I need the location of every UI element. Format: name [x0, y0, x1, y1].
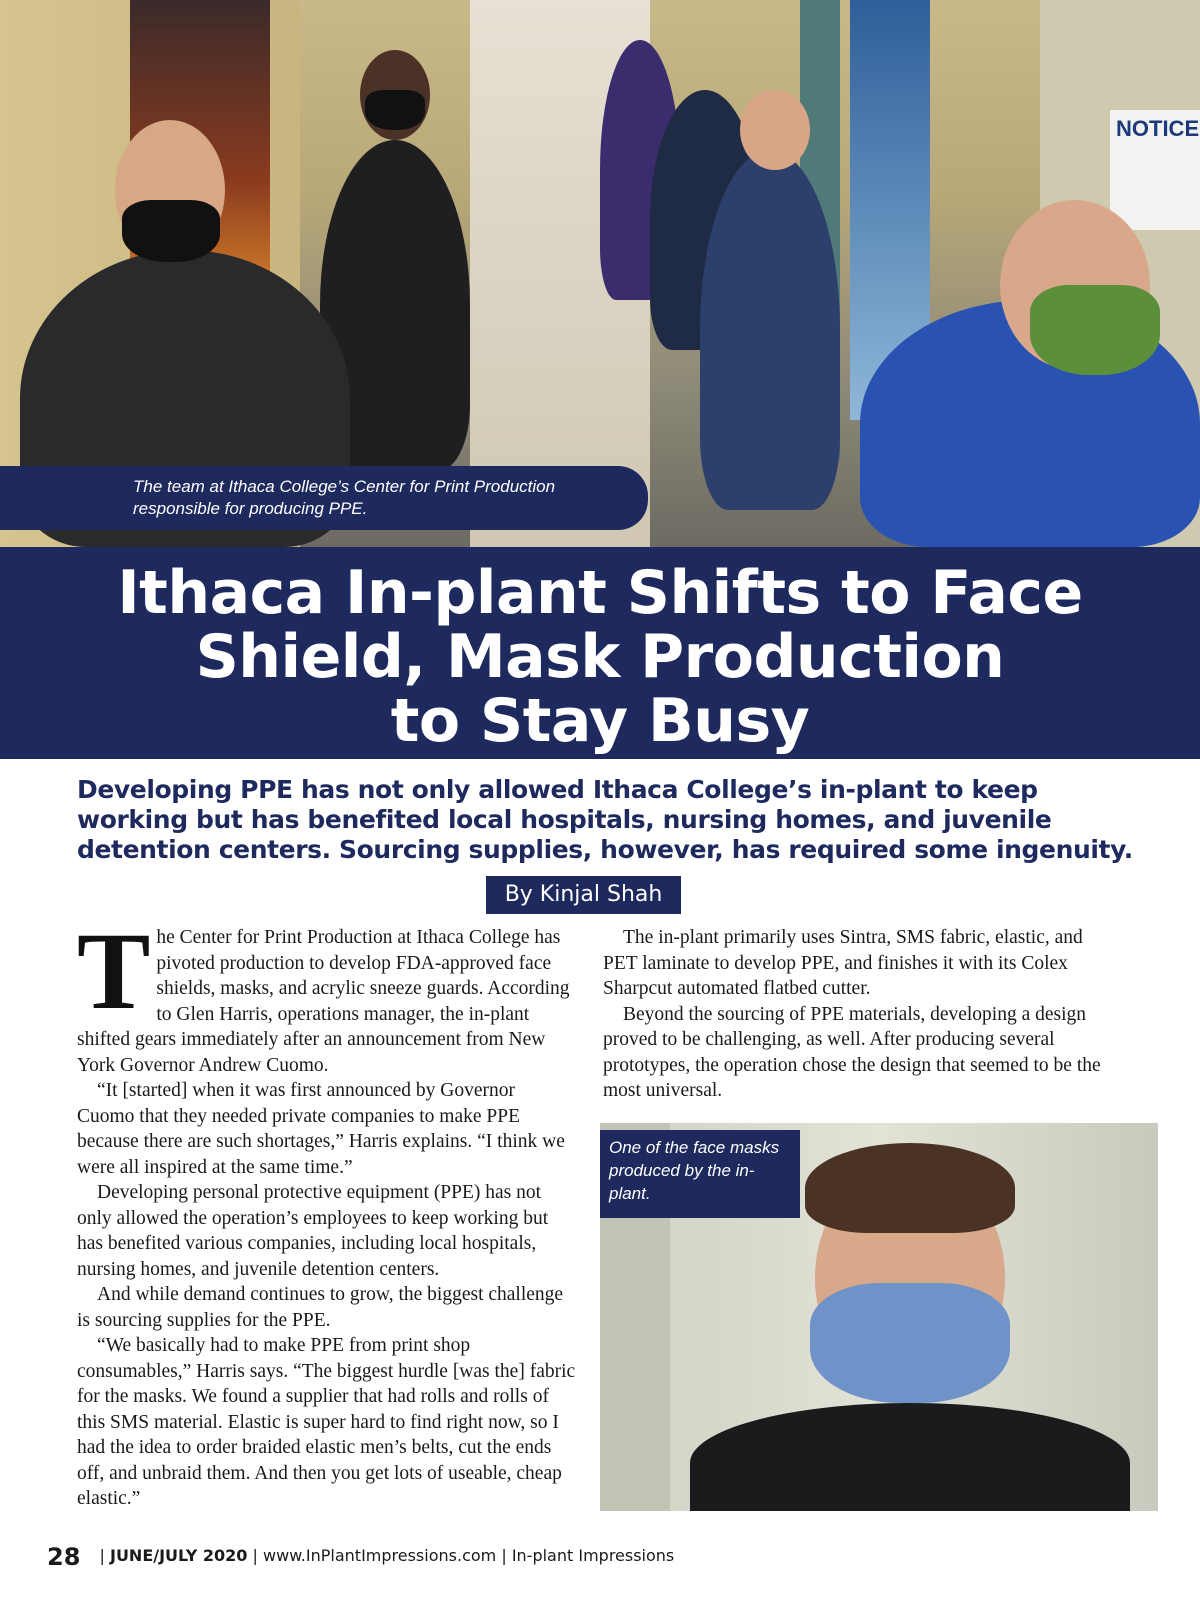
body-paragraph: “It [started] when it was first announced by Governor Cuomo that they needed private companies to make PPE because there are such shortages,” Harris explains. “I think we were all inspired at the same time.”: [77, 1080, 565, 1178]
footer-separator: |: [252, 1546, 258, 1565]
body-paragraph: Developing personal protective equipment (PPE) has not only allowed the operation’s employees to keep working but has benefited various companies, including local hospitals, nursing homes, and juvenile detention centers.: [77, 1182, 549, 1280]
body-column-left: [77, 910, 577, 1512]
hero-caption: [0, 466, 648, 530]
website-link[interactable]: www.InPlantImpressions.com: [263, 1546, 497, 1565]
article-title: [0, 547, 1200, 759]
body-paragraph: The in-plant primarily uses Sintra, SMS fabric, elastic, and PET laminate to develop PPE, and finishes it with its Colex Sharpcut automated flatbed cutter.: [603, 927, 1083, 999]
photo-caption: One of the face masks produced by the in-plant.: [600, 1130, 800, 1218]
person-body: [690, 1403, 1130, 1511]
body-paragraph: And while demand continues to grow, the biggest challenge is sourcing supplies for the PPE.: [77, 1284, 564, 1331]
person-hair: [805, 1143, 1015, 1233]
body-paragraph: “We basically had to make PPE from print shop consumables,” Harris says. “The biggest hurdle [was the] fabric for the masks. We found a supplier that had rolls and rolls of this SMS material. Elastic is super hard to find right now, so I had the idea to order braided elastic men’s belts, cut the ends off, and unbraid them. And then you get lots of useable, cheap elastic.”: [77, 1335, 576, 1509]
hero-caption-line: responsible for producing PPE.: [133, 499, 368, 518]
footer-separator: |: [99, 1546, 105, 1565]
publication-name: In-plant Impressions: [511, 1546, 675, 1565]
title-line: Shield, Mask Production: [195, 622, 1005, 692]
title-line: Ithaca In-plant Shifts to Face: [117, 558, 1083, 628]
hero-caption-line: The team at Ithaca College’s Center for Print Production: [133, 477, 556, 496]
body-column-right: [603, 925, 1103, 1104]
team-member: [700, 150, 840, 510]
notice-sign: NOTICE: [1110, 110, 1200, 230]
article-deck: Developing PPE has not only allowed Ithaca College’s in-plant to keep working but has benefited local hospitals, nursing homes, and juvenile detention centers. Sourcing supplies, however, has required some ingenuity.: [77, 775, 1133, 864]
face-mask: [810, 1283, 1010, 1403]
hero-photo: [0, 0, 1200, 547]
drop-cap: T: [77, 910, 151, 1032]
body-paragraph: The Center for Print Production at Ithaca College has pivoted production to develop FDA-approved face shields, masks, and acrylic sneeze guards. According to Glen Harris, operations manager, the in-plant shifted gears immediately after an announcement from New York Governor Andrew Cuomo.: [77, 910, 570, 1076]
issue-date: JUNE/JULY 2020: [109, 1546, 248, 1565]
footer-separator: |: [501, 1546, 507, 1565]
face-mask: [365, 90, 425, 130]
face-mask: [1030, 285, 1160, 375]
face-mask: [122, 200, 220, 262]
title-line: to Stay Busy: [390, 686, 810, 756]
body-paragraph: Beyond the sourcing of PPE materials, developing a design proved to be challenging, as well. After producing several prototypes, the operation chose the design that seemed to be the most universal.: [603, 1003, 1101, 1101]
byline: By Kinjal Shah: [486, 876, 681, 914]
page-footer: [47, 1540, 1147, 1572]
page-number: 28: [47, 1542, 81, 1571]
team-member-head: [740, 90, 810, 170]
